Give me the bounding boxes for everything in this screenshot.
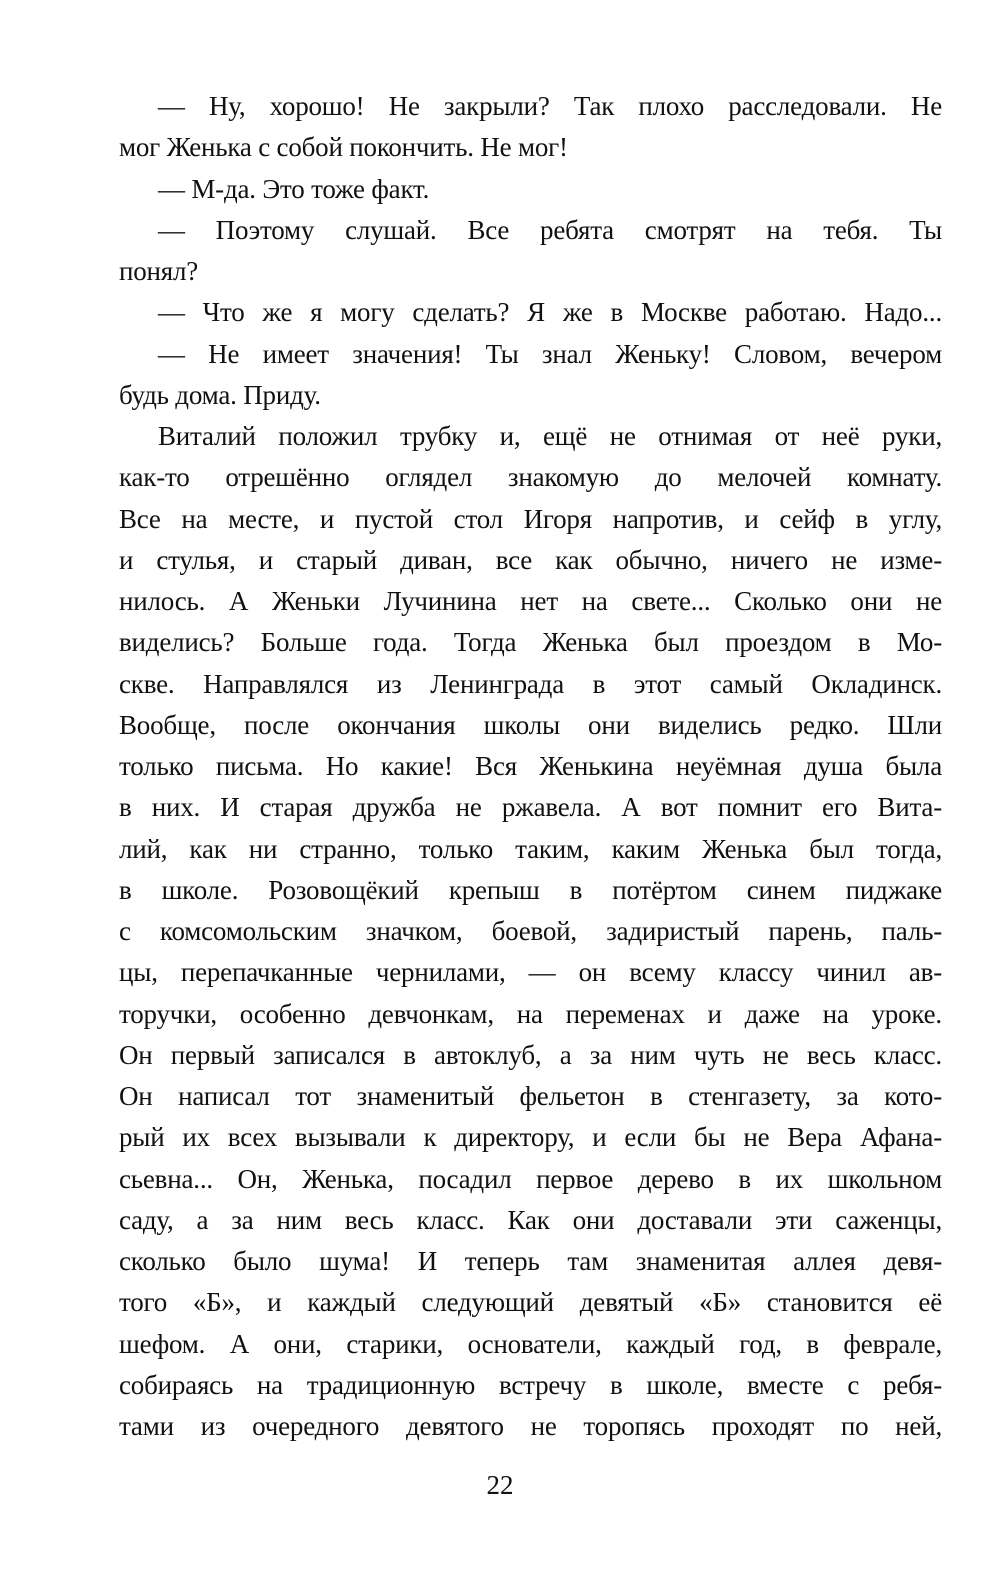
text-line: — М-да. Это тоже факт.: [158, 173, 430, 204]
text-line: с комсомольским значком, боевой, задиристый парень, паль-: [119, 916, 942, 946]
text-line: только письма. Но какие! Вся Женькина неуёмная душа была: [119, 751, 942, 781]
text-line: виделись? Больше года. Тогда Женька был проездом в Мо-: [119, 627, 942, 658]
text-line: Виталий положил трубку и, ещё не отнимая от неё руки,: [158, 421, 942, 451]
page-number: 22: [486, 1470, 514, 1500]
text-line: собираясь на традиционную встречу в школе, вместе с ребя-: [119, 1369, 942, 1400]
text-line: — Ну, хорошо! Не закрыли? Так плохо расследовали. Не: [158, 91, 942, 121]
text-line: тами из очередного девятого не торопясь проходят по ней,: [119, 1411, 942, 1441]
text-line: — Поэтому слушай. Все ребята смотрят на тебя. Ты: [158, 214, 942, 245]
text-line: понял?: [119, 256, 199, 286]
text-line: лий, как ни странно, только таким, каким Женька был тогда,: [119, 833, 942, 864]
text-line: сьевна... Он, Женька, посадил первое дерево в их школьном: [119, 1163, 942, 1194]
text-line: будь дома. Приду.: [119, 379, 321, 410]
text-line: шефом. А они, старики, основатели, каждый год, в феврале,: [119, 1328, 942, 1359]
text-line: саду, а за ним весь класс. Как они доставали эти саженцы,: [119, 1204, 942, 1235]
text-line: Он первый записался в автоклуб, а за ним чуть не весь класс.: [119, 1039, 942, 1070]
text-line: того «Б», и каждый следующий девятый «Б» становится её: [119, 1287, 942, 1318]
text-line: мог Женька с собой покончить. Не мог!: [119, 132, 568, 163]
text-line: как-то отрешённо оглядел знакомую до мелочей комнату.: [119, 462, 942, 493]
text-line: — Что же я могу сделать? Я же в Москве работаю. Надо...: [158, 297, 942, 328]
text-line: Он написал тот знаменитый фельетон в стенгазету, за кото-: [119, 1081, 942, 1111]
text-line: — Не имеет значения! Ты знал Женьку! Словом, вечером: [158, 338, 942, 369]
body-text: [119, 86, 942, 1447]
text-line: нилось. А Женьки Лучинина нет на свете... Сколько они не: [119, 586, 942, 616]
text-line: сколько было шума! И теперь там знаменитая аллея девя-: [119, 1246, 942, 1276]
text-line: торучки, особенно девчонкам, на переменах и даже на уроке.: [119, 998, 942, 1029]
text-line: в школе. Розовощёкий крепыш в потёртом синем пиджаке: [119, 874, 942, 905]
text-line: в них. И старая дружба не ржавела. А вот помнит его Вита-: [119, 792, 942, 823]
text-line: Вообще, после окончания школы они виделись редко. Шли: [119, 709, 942, 740]
text-line: рый их всех вызывали к директору, и если бы не Вера Афана-: [119, 1122, 942, 1153]
text-line: цы, перепачканные чернилами, — он всему классу чинил ав-: [119, 957, 942, 988]
text-line: скве. Направлялся из Ленинграда в этот самый Окладинск.: [119, 668, 942, 699]
text-line: и стулья, и старый диван, все как обычно, ничего не изме-: [119, 544, 942, 575]
text-line: Все на месте, и пустой стол Игоря напротив, и сейф в углу,: [119, 503, 942, 534]
